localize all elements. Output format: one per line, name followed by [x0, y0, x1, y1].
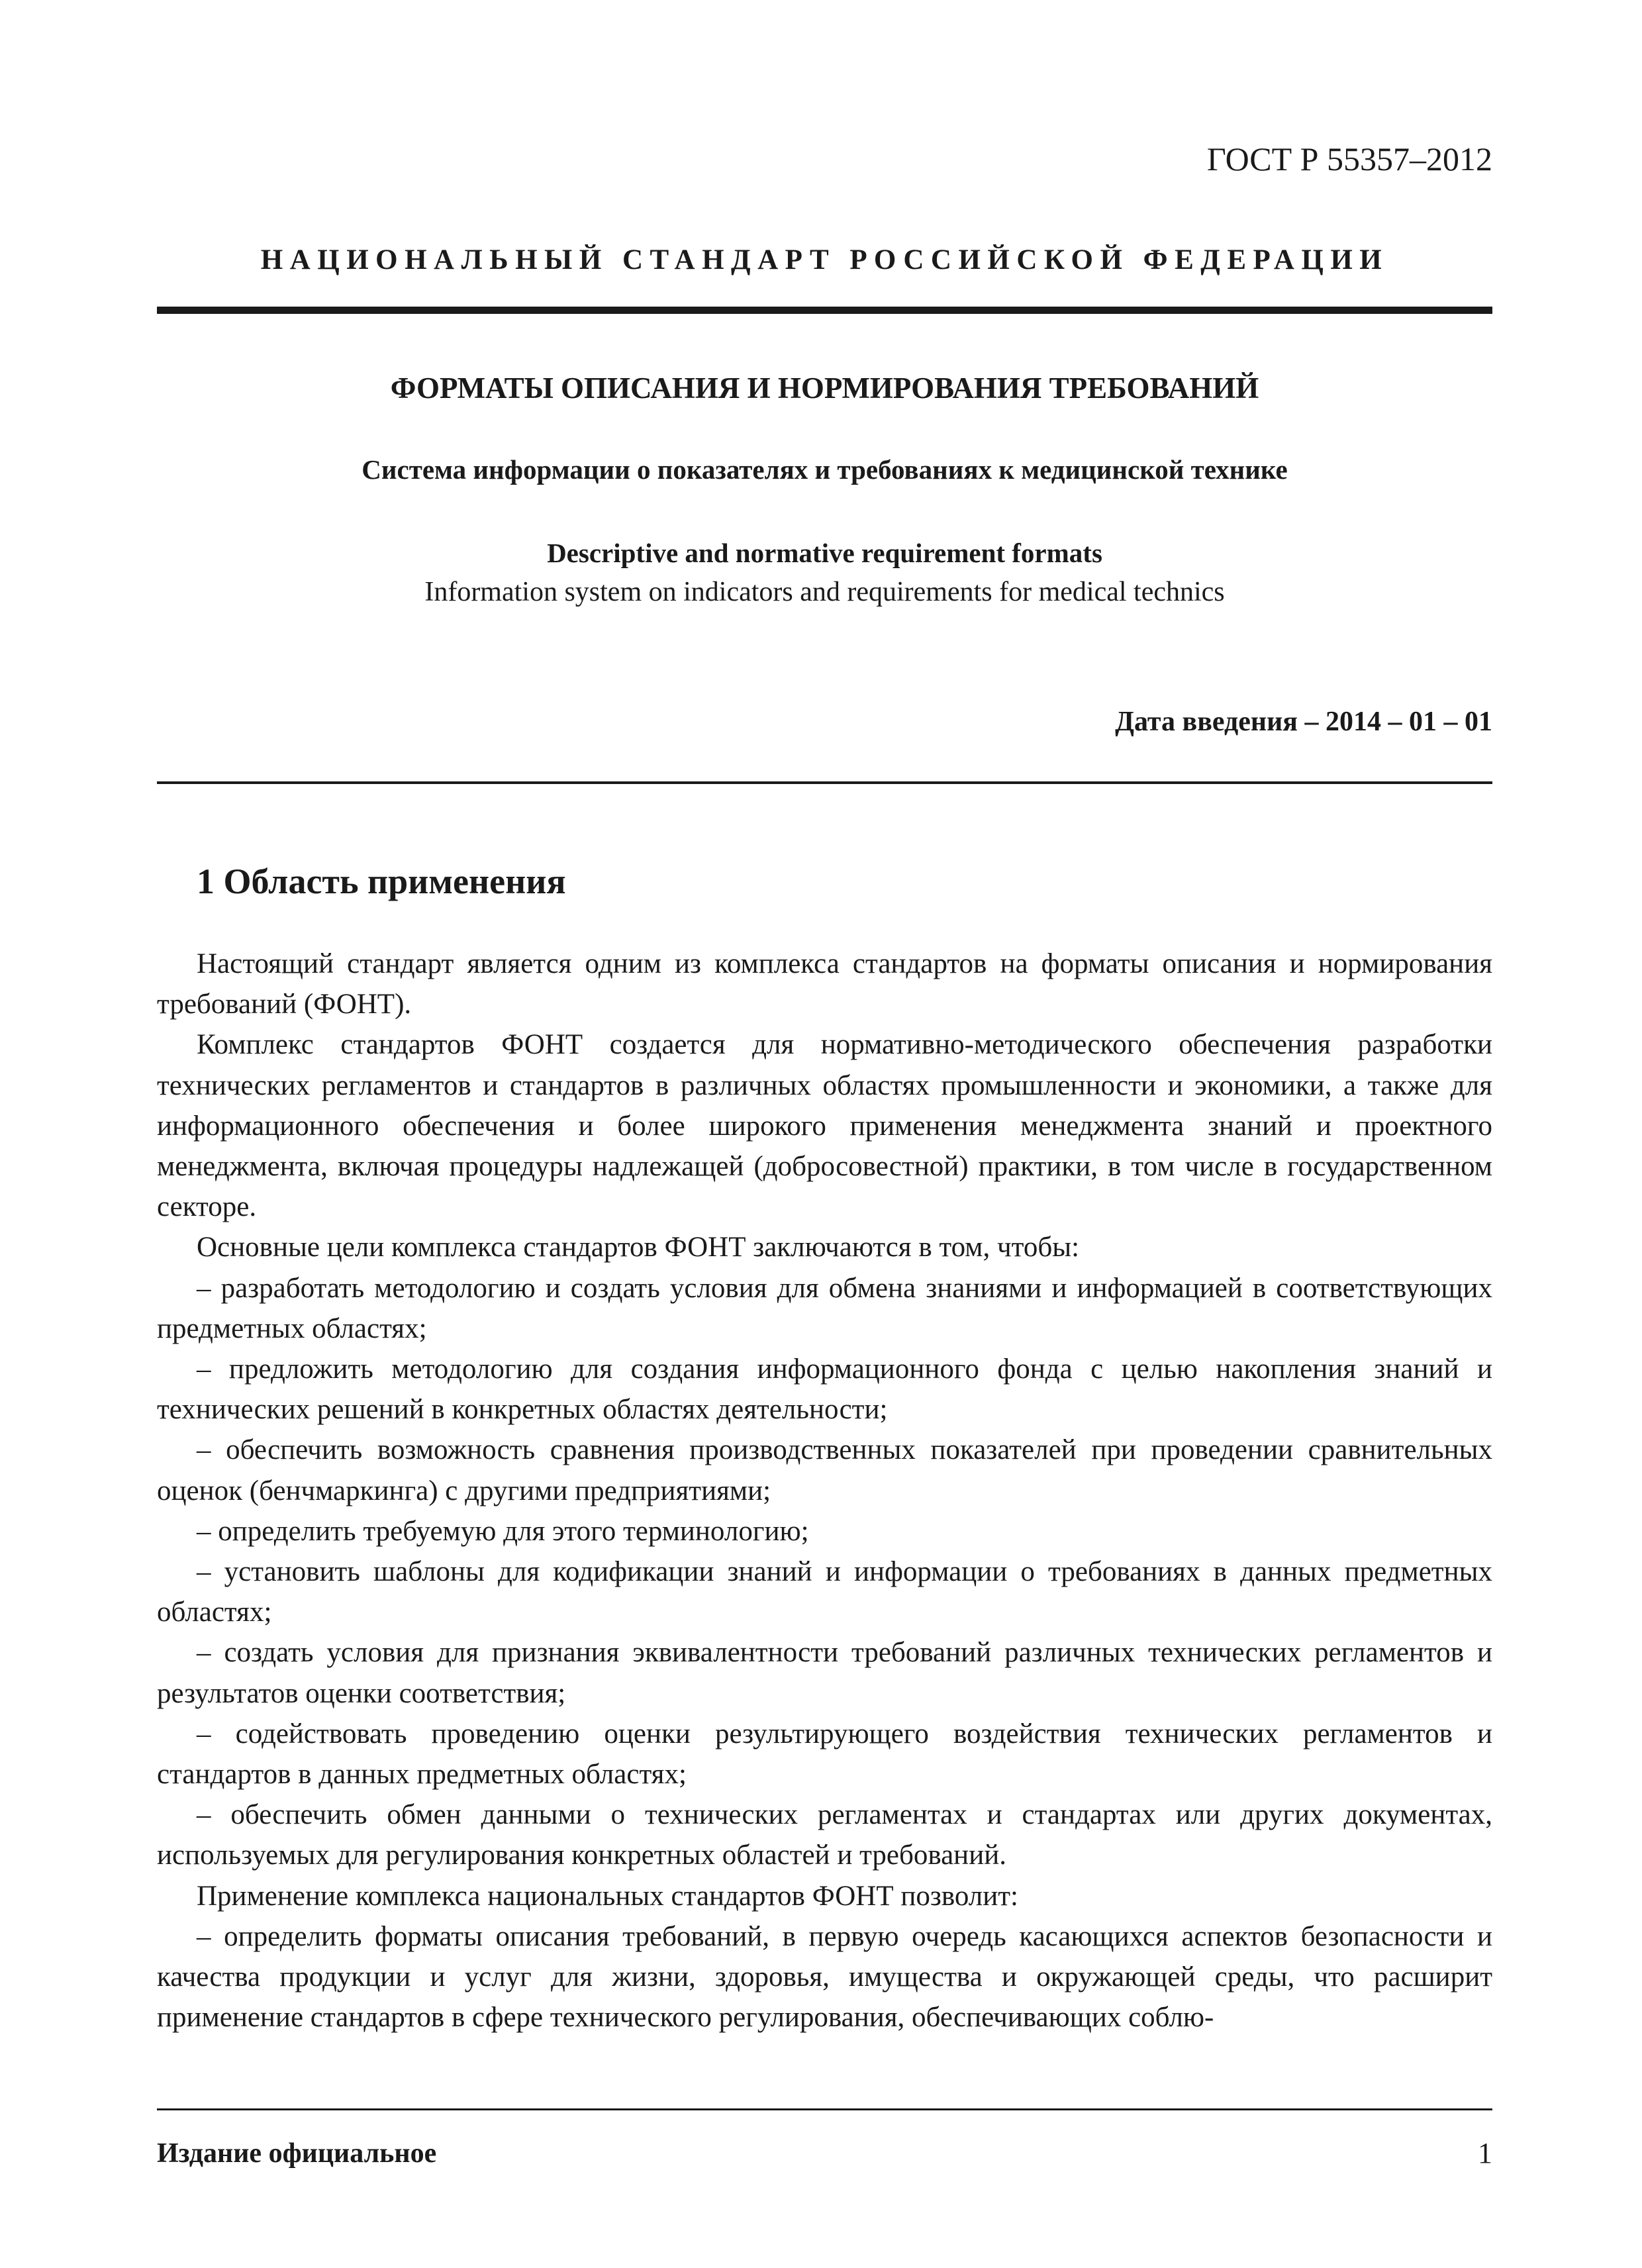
subtitle-english: Information system on indicators and requirements for medical technics: [424, 577, 1225, 607]
list-item: – определить форматы описания требований, в первую очередь касающихся аспектов безопасности и качества продукции и услуг для жизни, здоровья, имущества и окружающей среды, что расширит применение стандартов в сфере технического регулирования, обеспечивающих соблю-: [157, 1920, 1492, 2034]
document-number: ГОСТ Р 55357–2012: [1206, 140, 1492, 177]
introduction-date: Дата введения – 2014 – 01 – 01: [1115, 707, 1492, 737]
list-item: – создать условия для признания эквивалентности требований различных технических регламентов и результатов оценки соответствия;: [157, 1637, 1492, 1709]
paragraph: Основные цели комплекса стандартов ФОНТ заключаются в том, чтобы:: [197, 1232, 1080, 1263]
paragraph: Настоящий стандарт является одним из комплекса стандартов на форматы описания и нормирования требований (ФОНТ).: [157, 948, 1492, 1020]
official-edition-label: Издание официальное: [157, 2138, 437, 2169]
national-standard-heading: НАЦИОНАЛЬНЫЙ СТАНДАРТ РОССИЙСКОЙ ФЕДЕРАЦИИ: [260, 244, 1389, 275]
list-item: – предложить методологию для создания информационного фонда с целью накопления знаний и технических решений в конкретных областях деятельности;: [157, 1354, 1492, 1426]
header-divider: [157, 307, 1492, 314]
list-item: – разработать методологию и создать условия для обмена знаниями и информацией в соответствующих предметных областях;: [157, 1272, 1492, 1344]
section-body: [157, 944, 1492, 2038]
list-item: – определить требуемую для этого терминологию;: [197, 1515, 809, 1547]
title-divider: [157, 781, 1492, 784]
title-english: Descriptive and normative requirement formats: [547, 538, 1102, 568]
list-item: – обеспечить возможность сравнения производственных показателей при проведении сравнительных оценок (бенчмаркинга) с другими предприятиями;: [157, 1434, 1492, 1506]
list-item: – установить шаблоны для кодификации знаний и информации о требованиях в данных предметных областях;: [157, 1556, 1492, 1628]
section-heading: 1 Область применения: [197, 862, 566, 901]
paragraph: Применение комплекса национальных стандартов ФОНТ позволит:: [197, 1880, 1018, 1912]
subtitle-russian: Система информации о показателях и требованиях к медицинской технике: [362, 454, 1288, 485]
paragraph: Комплекс стандартов ФОНТ создается для нормативно-методического обеспечения разработки технических регламентов и стандартов в различных областях промышленности и экономики, а также для информационного обеспечения и более широкого применения менеджмента знаний и проектного менеджмента, включая процедуры надлежащей (добросовестной) практики, в том числе в государственном секторе.: [157, 1029, 1492, 1223]
title-russian: ФОРМАТЫ ОПИСАНИЯ И НОРМИРОВАНИЯ ТРЕБОВАНИЙ: [390, 371, 1259, 405]
footer-divider: [157, 2108, 1492, 2110]
page-number: 1: [1478, 2137, 1492, 2169]
list-item: – содействовать проведению оценки результирующего воздействия технических регламентов и стандартов в данных предметных областях;: [157, 1718, 1492, 1791]
list-item: – обеспечить обмен данными о технических регламентах и стандартах или других документах, используемых для регулирования конкретных областей и требований.: [157, 1799, 1492, 1871]
